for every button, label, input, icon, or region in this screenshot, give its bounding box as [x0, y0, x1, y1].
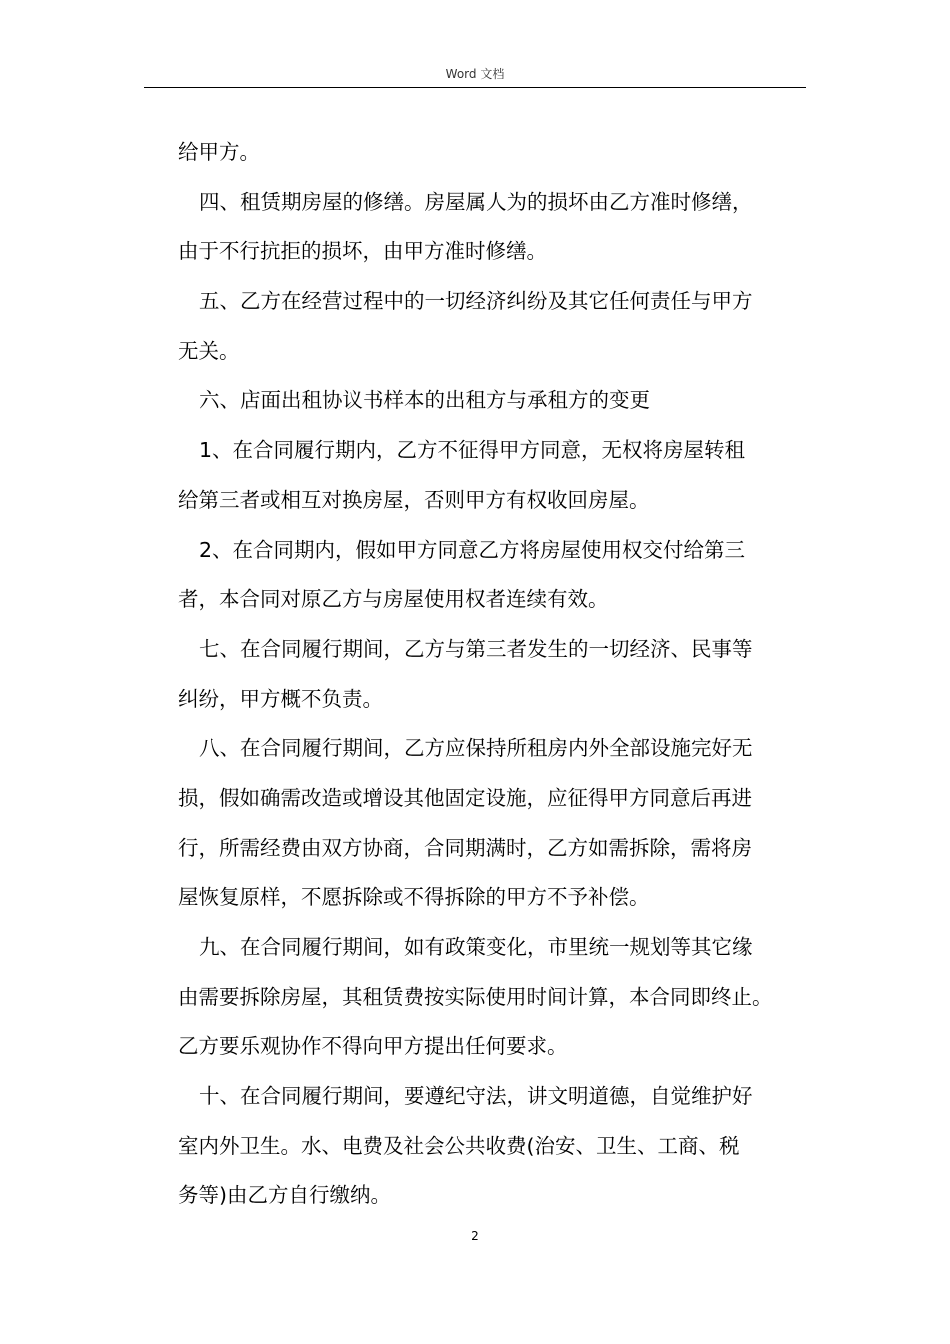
body-line: 行，所需经费由双方协商，合同期满时，乙方如需拆除，需将房 — [178, 835, 752, 860]
body-line: 无关。 — [178, 338, 240, 363]
clause-10-line: 十、在合同履行期间，要遵纪守法，讲文明道德，自觉维护好 — [199, 1084, 753, 1109]
body-line: 损，假如确需改造或增设其他固定设施，应征得甲方同意后再进 — [178, 785, 752, 810]
clause-6-item-2-line: 2、在合同期内，假如甲方同意乙方将房屋使用权交付给第三 — [199, 537, 746, 562]
body-line: 由于不行抗拒的损坏，由甲方准时修缮。 — [178, 239, 547, 264]
clause-7-line: 七、在合同履行期间，乙方与第三者发生的一切经济、民事等 — [199, 636, 753, 661]
header-divider — [144, 87, 806, 88]
body-line: 室内外卫生。水、电费及社会公共收费(治安、卫生、工商、税 — [178, 1133, 740, 1158]
clause-5-line: 五、乙方在经营过程中的一切经济纠纷及其它任何责任与甲方 — [199, 289, 753, 314]
body-line: 乙方要乐观协作不得向甲方提出任何要求。 — [178, 1034, 568, 1059]
clause-6-heading: 六、店面出租协议书样本的出租方与承租方的变更 — [199, 388, 650, 413]
clause-9-line: 九、在合同履行期间，如有政策变化，市里统一规划等其它缘 — [199, 935, 753, 959]
body-line: 纠纷，甲方概不负责。 — [178, 686, 383, 711]
page-number: 2 — [471, 1229, 479, 1243]
body-line: 屋恢复原样，不愿拆除或不得拆除的甲方不予补偿。 — [178, 885, 650, 910]
clause-8-line: 八、在合同履行期间，乙方应保持所租房内外全部设施完好无 — [199, 736, 753, 761]
clause-6-item-1-line: 1、在合同履行期内，乙方不征得甲方同意，无权将房屋转租 — [199, 438, 746, 463]
body-line: 给第三者或相互对换房屋，否则甲方有权收回房屋。 — [178, 487, 650, 512]
page-header-title: Word 文档 — [445, 67, 505, 81]
clause-4-line: 四、租赁期房屋的修缮。房屋属人为的损坏由乙方准时修缮， — [199, 189, 753, 214]
document-body — [178, 128, 818, 1221]
body-line: 者，本合同对原乙方与房屋使用权者连续有效。 — [178, 587, 609, 612]
body-line: 给甲方。 — [178, 140, 260, 164]
body-line: 务等)由乙方自行缴纳。 — [178, 1183, 391, 1208]
body-line: 由需要拆除房屋，其租赁费按实际使用时间计算，本合同即终止。 — [178, 984, 773, 1009]
